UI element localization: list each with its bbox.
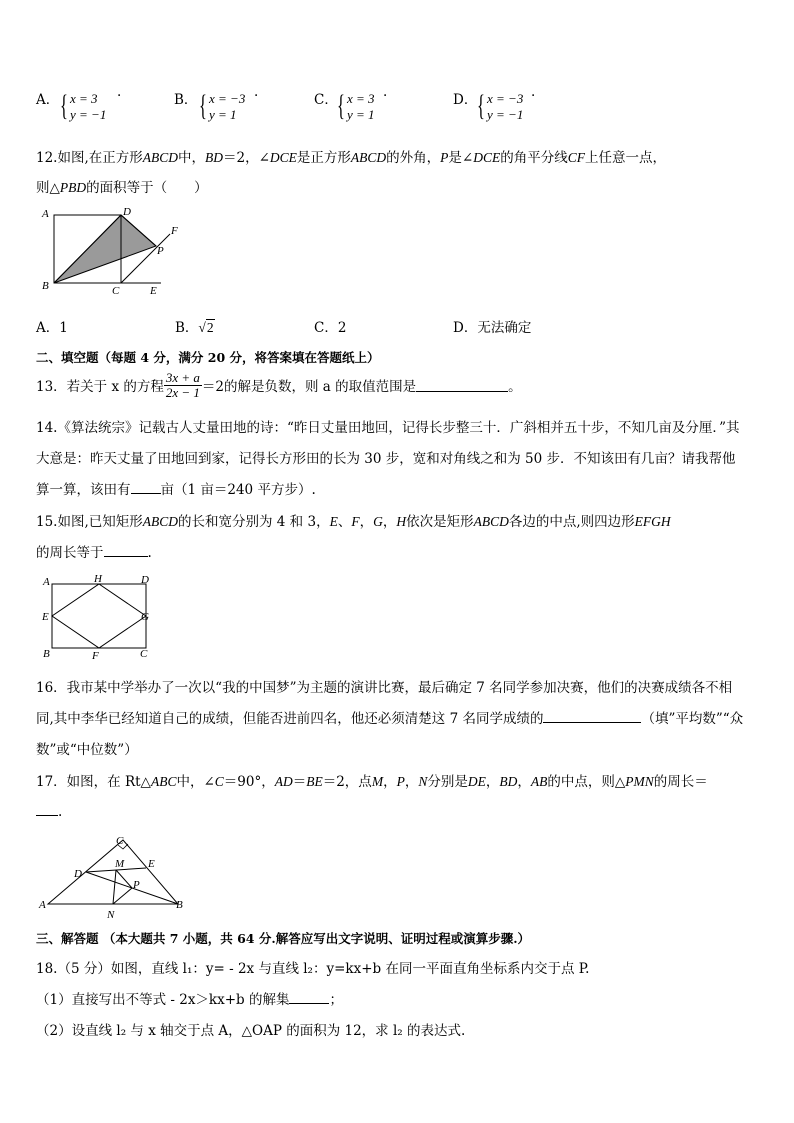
math-var: DCE: [269, 150, 297, 165]
math-var: C: [214, 774, 224, 789]
q12-figure: [38, 205, 188, 300]
option-label: B．: [174, 92, 198, 108]
q12-option-c: C．2: [314, 320, 347, 336]
math-var: H: [396, 514, 407, 529]
math-var: BD: [499, 774, 518, 789]
math-var: E: [329, 514, 338, 529]
equation-line: y = −1: [70, 107, 107, 122]
q12-line2: [36, 176, 208, 196]
text: 的角平分线: [500, 150, 568, 166]
q14-line3: [36, 478, 316, 498]
math-var: ABCD: [350, 150, 387, 165]
triangle-abc: [48, 840, 178, 904]
q17-figure: [38, 832, 188, 922]
equation-line: y = 1: [209, 107, 237, 122]
equation-line: x = 3: [347, 91, 375, 106]
text: .: [147, 545, 152, 561]
sqrt-expression: √2: [198, 320, 214, 335]
math-var: ABCD: [142, 150, 179, 165]
text: 17．如图，在 Rt△: [36, 774, 151, 790]
text: .: [58, 804, 63, 820]
math-var: ABCD: [473, 514, 509, 529]
math-var: ABCD: [142, 514, 179, 529]
brace-icon: {: [477, 89, 485, 122]
equation-line: x = 3: [70, 91, 98, 106]
math-var: PMN: [625, 774, 654, 789]
text: 中，∠: [176, 774, 215, 790]
q18-line3: （2）设直线 l₂ 与 x 轴交于点 A，△OAP 的面积为 12，求 l₂ 的表达式.: [36, 1023, 466, 1039]
text: 的外角，: [386, 150, 441, 166]
q11-option-a: [36, 88, 59, 108]
text: 则△: [36, 180, 60, 196]
text: 的面积等于（ ）: [86, 180, 208, 196]
text: 。: [508, 379, 522, 395]
answer-blank[interactable]: [543, 709, 641, 723]
answer-blank[interactable]: [36, 802, 58, 816]
label-a: A: [42, 208, 49, 220]
label-b: B: [176, 899, 183, 911]
label-d: D: [74, 868, 82, 880]
text: 算一算，该田有: [36, 482, 131, 498]
rectangle-abcd: [52, 584, 146, 648]
label-a: A: [43, 576, 50, 588]
q12-option-a: A．1: [36, 320, 68, 336]
q16-line1: 16．我市某中学举办了一次以“我的中国梦”为主题的演讲比赛，最后确定 7 名同学参加决赛，他们的决赛成绩各不相: [36, 680, 733, 696]
quadrilateral-efgh: [52, 584, 146, 648]
q15-line1: [36, 510, 671, 530]
label-b: B: [43, 648, 50, 660]
option-label: D．: [453, 92, 478, 108]
label-h: H: [94, 574, 102, 585]
label-b: B: [42, 280, 49, 292]
q11-option-c: [314, 88, 338, 108]
q11-option-d: [453, 88, 477, 108]
radicand: 2: [206, 320, 214, 335]
q12-option-d: D．无法确定: [453, 320, 532, 336]
text: ＝2的解是负数，则 a 的取值范围是: [201, 379, 417, 395]
text: ＝90°，: [223, 774, 275, 790]
answer-blank[interactable]: [104, 543, 148, 557]
text: ＝2，∠: [223, 150, 270, 166]
math-var: N: [418, 774, 428, 789]
section2-title: 二、填空题（每题 4 分，满分 20 分，将答案填在答题纸上）: [36, 350, 380, 365]
label-n: N: [107, 909, 115, 921]
label-d: D: [141, 574, 149, 586]
label-m: M: [115, 858, 125, 870]
q18-line1: 18.（5 分）如图，直线 l₁：y= - 2x 与直线 l₂：y=kx+b 在同一平面直角坐标系内交于点 P.: [36, 961, 590, 977]
q14-line1: 14.《算法统宗》记载古人丈量田地的诗：“昨日丈量田地回，记得长步整三十．广斜相并五十步，不知几亩及分厘．”其: [36, 420, 740, 436]
text: 上任意一点，: [585, 150, 666, 166]
label-g: G: [141, 611, 149, 623]
q16-line3: 数”或“中位数”）: [36, 742, 138, 758]
text: ，: [404, 774, 419, 790]
label-e: E: [42, 611, 49, 623]
text: ，: [383, 774, 397, 790]
label-e: E: [150, 285, 157, 297]
text: 是∠: [448, 150, 474, 166]
label-c: C: [116, 835, 124, 847]
q12-line1: [36, 146, 666, 166]
equation-line: x = −3: [209, 91, 246, 106]
label-p: P: [157, 245, 164, 257]
option-label: A．: [36, 92, 60, 108]
denominator: 2x − 1: [165, 384, 200, 400]
text: 15.如图,已知矩形: [36, 514, 143, 530]
text: 13．若关于 x 的方程: [36, 379, 164, 395]
math-var: BE: [306, 774, 323, 789]
text: 分别是: [427, 774, 468, 790]
segment-mn: [113, 870, 116, 904]
numerator: 3x + a: [165, 369, 200, 385]
text: ，: [485, 774, 500, 790]
brace-icon: {: [199, 89, 207, 122]
text: 的长和宽分别为 4 和 3，: [178, 514, 330, 530]
text: 12.如图,在正方形: [36, 150, 143, 166]
label-c: C: [140, 648, 148, 660]
math-var: EFGH: [634, 514, 671, 529]
q14-line2: 大意是：昨天丈量了田地回到家，记得长方形田的长为 30 步，宽和对角线之和为 50 步．不知该田有几亩？请我帮他: [36, 451, 736, 467]
text: 的周长等于: [36, 545, 104, 561]
text: （1）直接写出不等式 - 2x＞kx+b 的解集: [36, 992, 290, 1008]
option-label: C．: [314, 92, 338, 108]
answer-blank[interactable]: [289, 990, 329, 1004]
math-var: P: [440, 150, 449, 165]
equation-line: y = 1: [347, 107, 375, 122]
equation-line: x = −3: [487, 91, 524, 106]
text: 中，: [178, 150, 206, 166]
q15-line2: [36, 541, 152, 561]
text: （填”平均数”“众: [641, 711, 744, 727]
q13: [36, 368, 522, 402]
label-e: E: [148, 858, 155, 870]
math-var: AB: [530, 774, 548, 789]
label-f: F: [171, 225, 178, 237]
label-d: D: [123, 206, 131, 218]
text: ＝: [292, 774, 307, 790]
q18-line2: [36, 988, 343, 1008]
math-var: M: [371, 774, 384, 789]
math-var: P: [396, 774, 405, 789]
text: 的中点，则△: [547, 774, 626, 790]
label-f: F: [92, 650, 99, 662]
q11-option-b: [174, 88, 197, 108]
text: ，: [382, 514, 397, 530]
math-var: G: [373, 514, 383, 529]
text: 依次是矩形: [406, 514, 474, 530]
brace-icon: {: [60, 89, 68, 122]
q17-line1: [36, 770, 708, 790]
q15-figure: [40, 574, 158, 662]
fraction: [164, 371, 202, 400]
math-var: CF: [567, 150, 585, 165]
text: ；: [329, 992, 343, 1008]
answer-blank[interactable]: [416, 378, 508, 392]
math-var: DCE: [473, 150, 501, 165]
text: 亩（1 亩＝240 平方步）.: [160, 482, 316, 498]
segment-pn: [113, 888, 132, 904]
text: 同,其中李华已经知道自己的成绩，但能否进前四名，他还必须清楚这 7 名同学成绩的: [36, 711, 544, 727]
equation-line: y = −1: [487, 107, 524, 122]
text: ＝2，点: [322, 774, 372, 790]
math-var: AD: [274, 774, 293, 789]
math-var: PBD: [59, 180, 87, 195]
text: 的周长＝: [653, 774, 708, 790]
shaded-triangle-pbd: [54, 215, 156, 283]
text: ，: [359, 514, 374, 530]
label-c: C: [112, 285, 120, 297]
label-p: P: [133, 879, 140, 891]
q17-line2: [36, 802, 62, 820]
math-var: DE: [467, 774, 486, 789]
q16-line2: [36, 707, 743, 727]
text: B．: [175, 320, 199, 336]
label-a: A: [39, 899, 46, 911]
answer-blank[interactable]: [131, 480, 161, 494]
text: ，: [517, 774, 531, 790]
text: 是正方形: [296, 150, 351, 166]
section3-title: 三、解答题 （本大题共 7 小题，共 64 分.解答应写出文字说明、证明过程或演算步骤.）: [36, 931, 531, 946]
q12-option-b: [175, 316, 215, 336]
math-var: BD: [205, 150, 224, 165]
math-var: F: [351, 514, 360, 529]
text: 、: [337, 514, 352, 530]
math-var: ABC: [150, 774, 177, 789]
text: 各边的中点,则四边形: [508, 514, 635, 530]
brace-icon: {: [337, 89, 345, 122]
